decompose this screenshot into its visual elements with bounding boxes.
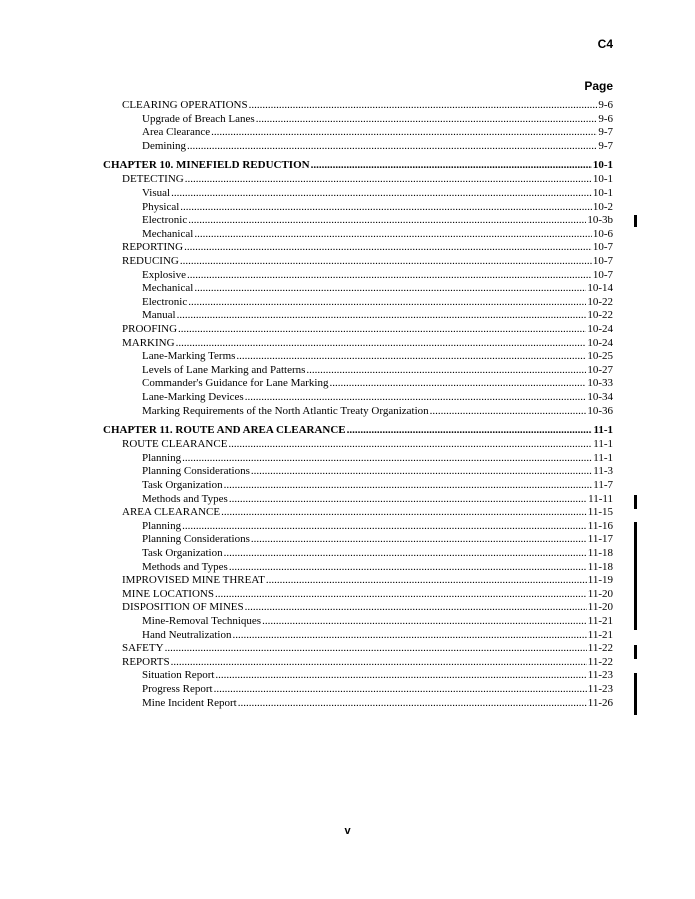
toc-entry[interactable] xyxy=(142,214,613,227)
toc-entry-title: Demining xyxy=(142,139,186,152)
toc-entry[interactable] xyxy=(122,438,613,451)
dot-leader xyxy=(245,391,587,404)
toc-entry-page: 10-33 xyxy=(587,377,613,390)
toc-entry-page: 10-14 xyxy=(587,282,613,295)
dot-leader xyxy=(311,159,592,172)
toc-entry-title: Electronic xyxy=(142,214,188,227)
dot-leader xyxy=(224,479,593,492)
toc-entry-page: 11-1 xyxy=(593,451,613,464)
toc-entry[interactable] xyxy=(142,520,613,533)
toc-entry-page: 10-27 xyxy=(587,363,613,376)
dot-leader xyxy=(184,241,592,254)
dot-leader xyxy=(251,533,587,546)
toc-entry-title: Planning xyxy=(142,451,182,464)
toc-entry[interactable] xyxy=(142,683,613,696)
toc-entry-page: 11-19 xyxy=(587,574,613,587)
toc-entry-page: 11-22 xyxy=(587,642,613,655)
change-number: C4 xyxy=(597,37,613,51)
toc-entry[interactable] xyxy=(142,697,613,710)
toc-entry-page: 11-15 xyxy=(587,506,613,519)
toc-entry-page: 10-6 xyxy=(592,227,613,240)
toc-entry[interactable] xyxy=(142,282,613,295)
toc-entry-page: 10-36 xyxy=(587,404,613,417)
dot-leader xyxy=(165,642,587,655)
toc-entry-page: 10-1 xyxy=(592,187,613,199)
toc-entry-page: 11-1 xyxy=(593,424,613,437)
toc-entry-page: 9-7 xyxy=(598,126,613,139)
page-column-heading: Page xyxy=(584,79,613,93)
dot-leader xyxy=(171,187,592,200)
toc-entry-title: Mine-Removal Techniques xyxy=(142,615,262,627)
dot-leader xyxy=(176,337,587,350)
toc-entry-title: CHAPTER 11. ROUTE AND AREA CLEARANCE xyxy=(103,424,346,437)
toc-entry-page: 11-21 xyxy=(587,628,613,641)
dot-leader xyxy=(171,656,587,669)
dot-leader xyxy=(229,493,587,506)
toc-entry[interactable] xyxy=(142,629,613,642)
toc-entry[interactable] xyxy=(142,479,613,492)
toc-entry[interactable] xyxy=(142,547,613,560)
toc-entry-page: 10-7 xyxy=(592,255,613,267)
dot-leader xyxy=(306,364,586,377)
toc-entry-title: AREA CLEARANCE xyxy=(122,506,221,519)
toc-entry-title: REPORTING xyxy=(122,241,184,254)
toc-entry[interactable] xyxy=(122,99,613,112)
toc-entry-page: 11-18 xyxy=(587,560,613,573)
change-bar xyxy=(634,495,637,509)
dot-leader xyxy=(233,629,587,642)
toc-entry-page: 10-7 xyxy=(592,241,613,254)
toc-entry[interactable] xyxy=(142,364,613,377)
toc-entry[interactable] xyxy=(142,309,613,322)
toc-entry-title: Planning Considerations xyxy=(142,465,250,478)
toc-entry[interactable] xyxy=(142,187,613,200)
toc-entry[interactable] xyxy=(142,126,613,139)
dot-leader xyxy=(262,615,587,628)
toc-entry-title: ROUTE CLEARANCE xyxy=(122,438,228,451)
toc-entry-page: 10-25 xyxy=(587,350,613,363)
dot-leader xyxy=(188,296,586,309)
toc-entry-page: 9-6 xyxy=(598,112,613,125)
toc-entry-title: Lane-Marking Terms xyxy=(142,350,236,363)
toc-entry-title: Task Organization xyxy=(142,479,223,491)
toc-entry-page: 10-3b xyxy=(587,214,613,227)
toc-entry-page: 10-22 xyxy=(587,295,613,308)
toc-entry-page: 10-1 xyxy=(592,159,613,172)
toc-entry-title: DISPOSITION OF MINES xyxy=(122,601,244,614)
toc-entry-page: 11-16 xyxy=(587,519,613,532)
toc-entry-page: 11-7 xyxy=(593,479,613,491)
toc-entry-title: Upgrade of Breach Lanes xyxy=(142,112,255,125)
dot-leader xyxy=(236,350,586,363)
toc-entry-page: 10-24 xyxy=(587,323,613,335)
toc-entry[interactable] xyxy=(122,323,613,336)
toc-entry[interactable] xyxy=(142,493,613,506)
toc-entry-page: 11-17 xyxy=(587,533,613,546)
toc-chapter-entry[interactable] xyxy=(103,159,613,172)
toc-entry-title: Commander's Guidance for Lane Marking xyxy=(142,377,329,390)
toc-entry-title: REDUCING xyxy=(122,255,179,267)
toc-entry-page: 11-21 xyxy=(587,615,613,627)
toc-entry-page: 10-2 xyxy=(592,200,613,213)
dot-leader xyxy=(256,113,598,126)
dot-leader xyxy=(215,588,587,601)
change-bar xyxy=(634,645,637,659)
toc-entry-title: PROOFING xyxy=(122,323,178,335)
toc-entry-page: 11-20 xyxy=(587,601,613,614)
dot-leader xyxy=(430,405,587,418)
dot-leader xyxy=(221,506,587,519)
toc-entry-title: MARKING xyxy=(122,336,175,349)
toc-entry-title: Progress Report xyxy=(142,683,213,695)
dot-leader xyxy=(188,214,586,227)
toc-entry[interactable] xyxy=(122,574,613,587)
toc-entry-page: 11-23 xyxy=(587,669,613,682)
toc-entry-page: 11-1 xyxy=(593,438,613,451)
toc-entry[interactable] xyxy=(122,241,613,254)
toc-entry-title: Marking Requirements of the North Atlantic Treaty Organization xyxy=(142,404,429,417)
toc-entry-title: Hand Neutralization xyxy=(142,628,232,641)
dot-leader xyxy=(177,309,587,322)
dot-leader xyxy=(215,669,586,682)
toc-entry-title: Levels of Lane Marking and Patterns xyxy=(142,363,306,376)
toc-entry-title: REPORTS xyxy=(122,655,170,668)
toc-entry-page: 11-3 xyxy=(593,465,613,478)
toc-entry[interactable] xyxy=(122,173,613,186)
toc-entry-title: Area Clearance xyxy=(142,126,211,139)
toc-entry[interactable] xyxy=(142,391,613,404)
toc-entry[interactable] xyxy=(122,506,613,519)
toc-entry[interactable] xyxy=(142,201,613,214)
dot-leader xyxy=(228,438,592,451)
toc-entry-title: Mine Incident Report xyxy=(142,696,237,709)
toc-entry-page: 10-7 xyxy=(592,268,613,281)
toc-entry-title: Methods and Types xyxy=(142,492,228,505)
dot-leader xyxy=(180,201,592,214)
toc-entry-title: Lane-Marking Devices xyxy=(142,391,244,403)
toc-entry[interactable] xyxy=(122,601,613,614)
dot-leader xyxy=(251,465,592,478)
dot-leader xyxy=(178,323,586,336)
toc-entry[interactable] xyxy=(142,615,613,628)
dot-leader xyxy=(266,574,587,587)
toc-entry[interactable] xyxy=(142,465,613,478)
change-bar xyxy=(634,215,637,227)
change-bar xyxy=(634,522,637,630)
toc-entry-page: 10-34 xyxy=(587,391,613,403)
toc-entry[interactable] xyxy=(142,140,613,153)
toc-entry-title: Planning Considerations xyxy=(142,533,250,546)
dot-leader xyxy=(194,282,586,295)
toc-entry[interactable] xyxy=(142,377,613,390)
toc-entry[interactable] xyxy=(122,255,613,268)
toc-entry-title: Mechanical xyxy=(142,227,194,240)
toc-entry[interactable] xyxy=(142,405,613,418)
dot-leader xyxy=(182,452,592,465)
dot-leader xyxy=(211,126,597,139)
toc-entry[interactable] xyxy=(142,296,613,309)
dot-leader xyxy=(182,520,587,533)
toc-entry-title: Explosive xyxy=(142,268,186,281)
dot-leader xyxy=(214,683,587,696)
dot-leader xyxy=(185,173,592,186)
toc-entry[interactable] xyxy=(122,337,613,350)
toc-entry-title: Situation Report xyxy=(142,669,215,682)
dot-leader xyxy=(180,255,592,268)
toc-entry[interactable] xyxy=(142,113,613,126)
toc-entry[interactable] xyxy=(122,642,613,655)
toc-entry-page: 11-23 xyxy=(587,683,613,695)
toc-entry-page: 11-22 xyxy=(587,655,613,668)
toc-entry-title: SAFETY xyxy=(122,642,164,655)
dot-leader xyxy=(229,561,587,574)
change-bar xyxy=(634,673,637,715)
toc-entry-title: CHAPTER 10. MINEFIELD REDUCTION xyxy=(103,159,310,172)
toc-chapter-entry[interactable] xyxy=(103,424,613,437)
dot-leader xyxy=(249,99,598,112)
toc-entry-page: 9-7 xyxy=(598,139,613,152)
toc-entry-title: IMPROVISED MINE THREAT xyxy=(122,574,265,587)
toc-entry[interactable] xyxy=(142,228,613,241)
dot-leader xyxy=(194,228,592,241)
toc-entry-title: Visual xyxy=(142,187,171,199)
toc-entry-title: Methods and Types xyxy=(142,560,228,573)
page-number: v xyxy=(344,825,351,837)
dot-leader xyxy=(245,601,587,614)
toc-entry-title: Planning xyxy=(142,519,182,532)
toc-entry-title: MINE LOCATIONS xyxy=(122,587,214,600)
toc-entry-title: Task Organization xyxy=(142,547,223,559)
toc-entry-page: 10-22 xyxy=(587,309,613,322)
toc-entry-page: 10-1 xyxy=(592,173,613,186)
dot-leader xyxy=(224,547,587,560)
dot-leader xyxy=(329,377,586,390)
toc-entry-page: 9-6 xyxy=(598,99,613,111)
toc-entry-title: Manual xyxy=(142,309,176,322)
dot-leader xyxy=(238,697,587,710)
toc-entry-title: Physical xyxy=(142,200,180,213)
toc-entry[interactable] xyxy=(142,533,613,546)
toc-entry-page: 10-24 xyxy=(587,336,613,349)
toc-entry[interactable] xyxy=(122,588,613,601)
dot-leader xyxy=(187,269,592,282)
toc-entry-title: DETECTING xyxy=(122,173,184,186)
toc-entry[interactable] xyxy=(142,269,613,282)
dot-leader xyxy=(187,140,597,153)
toc-entry-title: CLEARING OPERATIONS xyxy=(122,99,248,111)
toc-entry-title: Electronic xyxy=(142,295,188,308)
toc-entry[interactable] xyxy=(142,669,613,682)
toc-entry[interactable] xyxy=(142,561,613,574)
dot-leader xyxy=(347,424,593,437)
toc-entry[interactable] xyxy=(142,452,613,465)
toc-entry-title: Mechanical xyxy=(142,282,194,295)
toc-entry-page: 11-20 xyxy=(587,587,613,600)
toc-entry-page: 11-18 xyxy=(587,547,613,559)
toc-entry[interactable] xyxy=(142,350,613,363)
toc-entry-page: 11-11 xyxy=(588,492,613,505)
toc-entry[interactable] xyxy=(122,656,613,669)
toc-entry-page: 11-26 xyxy=(587,696,613,709)
